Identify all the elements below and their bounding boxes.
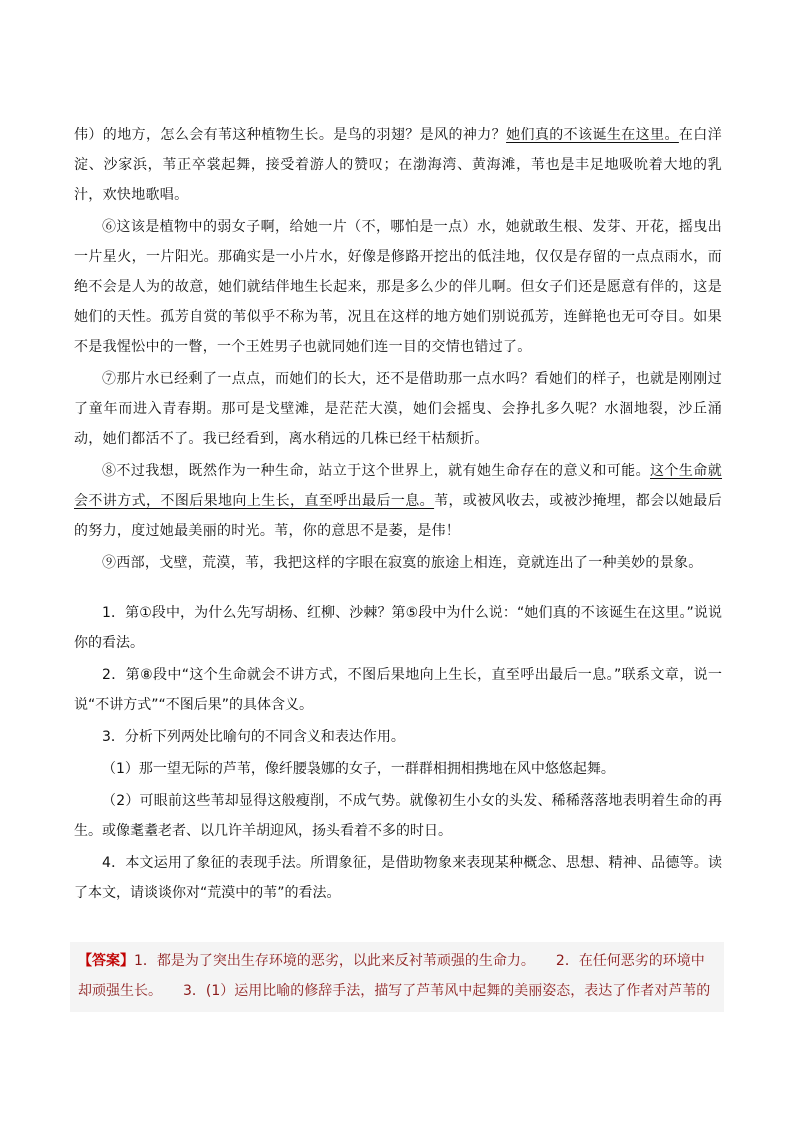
questions-section <box>74 598 722 910</box>
question-4: 4．本文运用了象征的表现手法。所谓象征，是借助物象来表现某种概念、思想、精神、品德等。读了本文，请谈谈你对“荒漠中的苇”的看法。 <box>74 855 722 901</box>
paragraph-8: ⑧不过我想，既然作为一种生命，站立于这个世界上，就有她生命存在的意义和可能。这个生命就会不讲方式，不图后果地向上生长，直至呼出最后一息。苇，或被风收去，或被沙掩埋，都会以她最后的努力，度过她最美丽的时光。苇，你的意思不是萎，是伟！ <box>74 463 723 539</box>
paragraph-5-continued: 伟）的地方，怎么会有苇这种植物生长。是鸟的羽翅？是风的神力？她们真的不该诞生在这里。在白洋淀、沙家浜，苇正卒裳起舞，接受着游人的赞叹；在渤海湾、黄海滩，苇也是丰足地吸吮着大地的乳汁，欢快地歌唱。 <box>74 127 722 203</box>
underlined-sentence: 这个生命就会不讲方式，不图后果地向上生长，直至呼出最后一息。 <box>74 463 723 509</box>
paragraph-7: ⑦那片水已经剩了一点点，而她们的长大，还不是借助那一点水吗？看她们的样子，也就是刚刚过了童年而进入青春期。那可是戈壁滩，是茫茫大漠，她们会摇曳、会挣扎多久呢？水涸地裂，沙丘涌动，她们都活不了。我已经看到，离水稍远的几株已经干枯颓折。 <box>74 371 722 447</box>
question-3-item-2: （2）可眼前这些苇却显得这般瘦削，不成气势。就像初生小女的头发、稀稀落落地表明着生命的再生。或像耄耋老者、以几许羊胡迎风，扬头看着不多的时日。 <box>74 793 722 839</box>
question-3-item-1: （1）那一望无际的芦苇，像纤腰袅娜的女子，一群群相拥相携地在风中悠悠起舞。 <box>102 761 615 777</box>
answer-text: 1．都是为了突出生存环境的恶劣，以此来反衬苇顽强的生命力。 2．在任何恶劣的环境中却顽强生长。 3．(1）运用比喻的修辞手法，描写了芦苇风中起舞的美丽姿态，表达了作者对芦苇的 <box>78 953 711 999</box>
underlined-sentence: 她们真的不该诞生在这里。 <box>506 127 679 143</box>
paragraph-6: ⑥这该是植物中的弱女子啊，给她一片（不，哪怕是一点）水，她就敢生根、发芽、开花，摇曳出一片星火，一片阳光。那确实是一小片水，好像是修路开挖出的低洼地，仅仅是存留的一点点雨水，而绝不会是人为的故意，她们就结伴地生长起来，那是多么少的伴儿啊。但女子们还是愿意有伴的，这是她们的天性。孤芳自赏的苇似乎不称为苇，况且在这样的地方她们别说孤芳，连鲜艳也无可夺目。如果不是我惺忪中的一瞥，一个王姓男子也就同她们连一目的交情也错过了。 <box>74 219 722 355</box>
question-2: 2．第⑧段中“这个生命就会不讲方式，不图后果地向上生长，直至呼出最后一息。”联系文章，说一说“不讲方式”“不图后果”的具体含义。 <box>74 667 722 713</box>
answer-tag: 【答案】 <box>78 953 134 969</box>
answer-box <box>70 942 724 1012</box>
paragraph-9: ⑨西部，戈壁，荒漠，苇，我把这样的字眼在寂寞的旅途上相连，竟就连出了一种美妙的景象。 <box>102 555 703 571</box>
question-1: 1．第①段中，为什么先写胡杨、红柳、沙棘？第⑤段中为什么说：“她们真的不该诞生在这里。”说说你的看法。 <box>74 605 722 651</box>
question-3: 3．分析下列两处比喻句的不同含义和表达作用。 <box>102 729 405 745</box>
reading-passage <box>74 120 722 580</box>
